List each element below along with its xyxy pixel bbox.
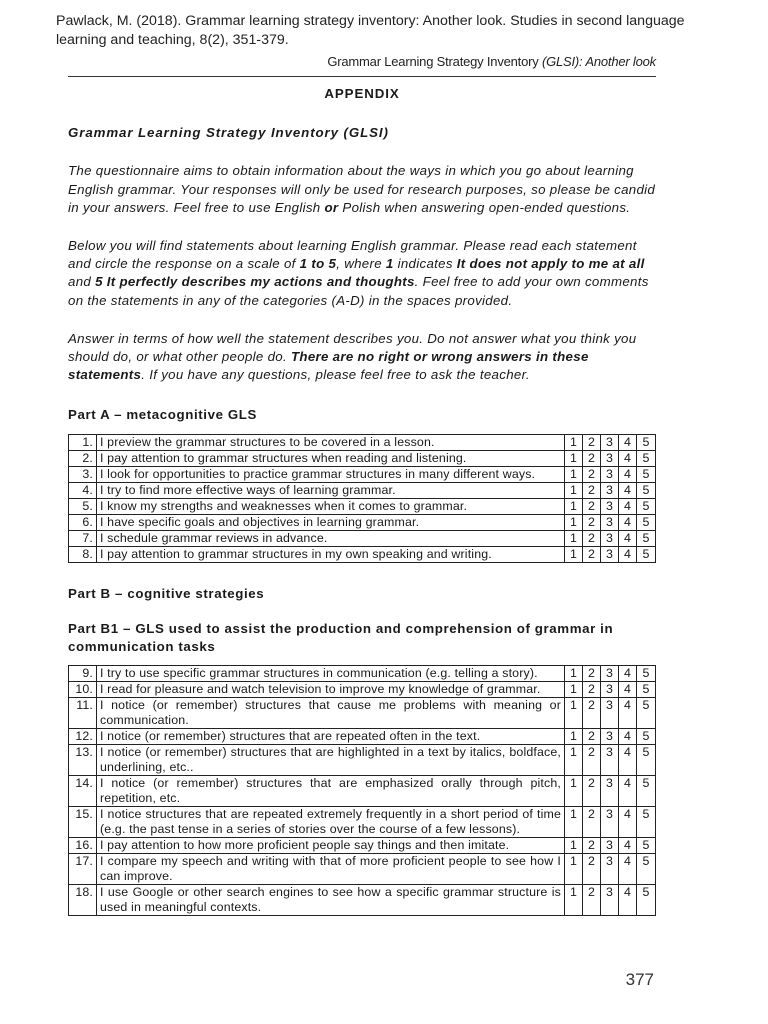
table-row: [69, 698, 656, 729]
scale-option-2[interactable]: 2: [583, 482, 601, 498]
scale-option-4[interactable]: 4: [619, 434, 637, 450]
item-number: 1.: [69, 434, 97, 450]
scale-option-1[interactable]: 1: [565, 682, 583, 698]
item-statement: I compare my speech and writing with that of more proficient people to see how I can improve.: [97, 854, 565, 885]
running-head-italic: (GLSI): Another look: [541, 54, 656, 69]
item-number: 7.: [69, 530, 97, 546]
item-number: 4.: [69, 482, 97, 498]
scale-option-4[interactable]: 4: [619, 450, 637, 466]
table-row: [69, 498, 656, 514]
table-row: [69, 482, 656, 498]
scale-option-3[interactable]: 3: [601, 514, 619, 530]
item-number: 5.: [69, 498, 97, 514]
page-number: 377: [625, 970, 654, 989]
scale-option-5[interactable]: 5: [637, 530, 656, 546]
table-row: [69, 729, 656, 745]
scale-option-5[interactable]: 5: [637, 434, 656, 450]
scale-option-3[interactable]: 3: [601, 854, 619, 885]
instr-text-i: . Feel free to add your own comments on the statements in any of the categories (A-D) in the spaces provided.: [68, 274, 649, 308]
scale-option-2[interactable]: 2: [583, 450, 601, 466]
scale-option-5[interactable]: 5: [637, 666, 656, 682]
part-b-heading: Part B – cognitive strategies: [68, 585, 265, 601]
item-statement: I notice (or remember) structures that are highlighted in a text by italics, boldface, underlining, etc..: [97, 745, 565, 776]
item-number: 3.: [69, 466, 97, 482]
scale-option-4[interactable]: 4: [619, 838, 637, 854]
item-number: 2.: [69, 450, 97, 466]
scale-option-1[interactable]: 1: [565, 666, 583, 682]
scale-option-2[interactable]: 2: [583, 745, 601, 776]
table-row: [69, 450, 656, 466]
scale-option-5[interactable]: 5: [637, 698, 656, 729]
part-a-heading: Part A – metacognitive GLS: [68, 407, 257, 423]
instr-text-d: 1: [385, 256, 394, 272]
instr-text-h: 5 It perfectly describes my actions and thoughts: [95, 274, 415, 290]
scale-option-1[interactable]: 1: [565, 450, 583, 466]
table-row: [69, 466, 656, 482]
page-content: [68, 84, 656, 916]
scale-option-4[interactable]: 4: [619, 514, 637, 530]
item-statement: I have specific goals and objectives in learning grammar.: [97, 514, 565, 530]
intro-paragraph: [68, 162, 656, 217]
intro-text-a: The questionnaire aims to obtain information about the ways in which you go about learning English grammar. Your responses will only be used for research purposes, so please be candid in your answers. Feel free to use English: [68, 163, 656, 215]
item-statement: I notice (or remember) structures that cause me problems with meaning or communication.: [97, 698, 565, 729]
scale-option-2[interactable]: 2: [583, 546, 601, 562]
item-statement: I know my strengths and weaknesses when it comes to grammar.: [97, 498, 565, 514]
scale-option-1[interactable]: 1: [565, 698, 583, 729]
scale-option-4[interactable]: 4: [619, 698, 637, 729]
item-statement: I notice (or remember) structures that are emphasized orally through pitch, repetition, etc.: [97, 776, 565, 807]
item-number: 9.: [69, 666, 97, 682]
scale-option-4[interactable]: 4: [619, 682, 637, 698]
part-b1-table: [68, 665, 656, 916]
scale-option-3[interactable]: 3: [601, 546, 619, 562]
scale-option-3[interactable]: 3: [601, 482, 619, 498]
appendix-title: APPENDIX: [324, 86, 400, 101]
scale-option-1[interactable]: 1: [565, 729, 583, 745]
running-head-prefix: Grammar Learning Strategy Inventory: [327, 54, 542, 69]
item-number: 12.: [69, 729, 97, 745]
scale-option-3[interactable]: 3: [601, 776, 619, 807]
scale-option-2[interactable]: 2: [583, 530, 601, 546]
instr-text-f: It does not apply to me at all: [456, 256, 645, 272]
scale-option-3[interactable]: 3: [601, 450, 619, 466]
scale-option-4[interactable]: 4: [619, 498, 637, 514]
item-statement: I notice structures that are repeated extremely frequently in a short period of time (e.g. the past tense in a series of stories over the course of a few lessons).: [97, 807, 565, 838]
scale-option-2[interactable]: 2: [583, 698, 601, 729]
answer-text-c: . If you have any questions, please feel free to ask the teacher.: [141, 367, 530, 383]
table-row: [69, 682, 656, 698]
table-row: [69, 885, 656, 916]
scale-option-2[interactable]: 2: [583, 514, 601, 530]
item-statement: I preview the grammar structures to be covered in a lesson.: [97, 434, 565, 450]
instr-text-a: Below you will find statements about learning English grammar. Please read each statement and circle the response on a scale of: [68, 238, 637, 272]
scale-option-3[interactable]: 3: [601, 838, 619, 854]
scale-option-4[interactable]: 4: [619, 546, 637, 562]
scale-option-1[interactable]: 1: [565, 854, 583, 885]
scale-option-2[interactable]: 2: [583, 666, 601, 682]
scale-option-1[interactable]: 1: [565, 466, 583, 482]
scale-option-1[interactable]: 1: [565, 498, 583, 514]
header-rule: [68, 76, 656, 77]
scale-option-4[interactable]: 4: [619, 666, 637, 682]
table-row: [69, 434, 656, 450]
item-number: 10.: [69, 682, 97, 698]
scale-option-3[interactable]: 3: [601, 466, 619, 482]
item-number: 11.: [69, 698, 97, 729]
scale-option-2[interactable]: 2: [583, 885, 601, 916]
scale-option-4[interactable]: 4: [619, 776, 637, 807]
table-row: [69, 530, 656, 546]
scale-option-2[interactable]: 2: [583, 838, 601, 854]
item-number: 17.: [69, 854, 97, 885]
scale-option-5[interactable]: 5: [637, 854, 656, 885]
instructions-paragraph: [68, 237, 656, 310]
scale-option-5[interactable]: 5: [637, 745, 656, 776]
table-row: [69, 776, 656, 807]
scale-option-1[interactable]: 1: [565, 745, 583, 776]
scale-option-3[interactable]: 3: [601, 666, 619, 682]
scale-option-5[interactable]: 5: [637, 776, 656, 807]
scale-option-3[interactable]: 3: [601, 698, 619, 729]
item-number: 16.: [69, 838, 97, 854]
scale-option-5[interactable]: 5: [637, 450, 656, 466]
item-number: 13.: [69, 745, 97, 776]
scale-option-1[interactable]: 1: [565, 885, 583, 916]
scale-option-2[interactable]: 2: [583, 466, 601, 482]
instr-text-g: and: [68, 274, 96, 290]
scale-option-4[interactable]: 4: [619, 745, 637, 776]
scale-option-3[interactable]: 3: [601, 434, 619, 450]
part-a-table: [68, 434, 656, 563]
scale-option-5[interactable]: 5: [637, 729, 656, 745]
table-row: [69, 514, 656, 530]
item-number: 15.: [69, 807, 97, 838]
intro-text-bold: or: [324, 199, 339, 215]
scale-option-3[interactable]: 3: [601, 885, 619, 916]
table-row: [69, 546, 656, 562]
scale-option-3[interactable]: 3: [601, 729, 619, 745]
scale-option-2[interactable]: 2: [583, 729, 601, 745]
scale-option-2[interactable]: 2: [583, 854, 601, 885]
scale-option-5[interactable]: 5: [637, 546, 656, 562]
item-statement: I try to find more effective ways of learning grammar.: [97, 482, 565, 498]
instr-text-c: , where: [336, 256, 386, 272]
table-row: [69, 838, 656, 854]
scale-option-3[interactable]: 3: [601, 498, 619, 514]
scale-option-5[interactable]: 5: [637, 807, 656, 838]
scale-option-5[interactable]: 5: [637, 482, 656, 498]
answer-text-a: Answer in terms of how well the statement describes you. Do not answer what you think you should do, or what other people do.: [68, 330, 637, 365]
item-statement: I pay attention to how more proficient people say things and then imitate.: [97, 838, 565, 854]
item-number: 14.: [69, 776, 97, 807]
scale-option-5[interactable]: 5: [637, 498, 656, 514]
table-row: [69, 807, 656, 838]
table-row: [69, 854, 656, 885]
answer-paragraph: [68, 330, 656, 385]
item-statement: I read for pleasure and watch television to improve my knowledge of grammar.: [97, 682, 565, 698]
table-row: [69, 745, 656, 776]
scale-option-1[interactable]: 1: [565, 530, 583, 546]
inventory-title: Grammar Learning Strategy Inventory (GLSI): [68, 125, 389, 141]
table-row: [69, 666, 656, 682]
scale-option-2[interactable]: 2: [583, 682, 601, 698]
scale-option-4[interactable]: 4: [619, 482, 637, 498]
scale-option-5[interactable]: 5: [637, 682, 656, 698]
running-head: [327, 54, 656, 69]
intro-text-c: Polish when answering open-ended questions.: [338, 199, 631, 215]
scale-option-1[interactable]: 1: [565, 807, 583, 838]
scale-option-2[interactable]: 2: [583, 498, 601, 514]
item-statement: I use Google or other search engines to see how a specific grammar structure is used in meaningful contexts.: [97, 885, 565, 916]
scale-option-4[interactable]: 4: [619, 466, 637, 482]
item-statement: I notice (or remember) structures that are repeated often in the text.: [97, 729, 565, 745]
scale-option-1[interactable]: 1: [565, 482, 583, 498]
scale-option-4[interactable]: 4: [619, 530, 637, 546]
instr-text-b: 1 to 5: [299, 256, 337, 272]
part-b1-heading: Part B1 – GLS used to assist the production and comprehension of grammar in communication tasks: [68, 620, 614, 655]
scale-option-1[interactable]: 1: [565, 514, 583, 530]
scale-option-5[interactable]: 5: [637, 514, 656, 530]
instr-text-e: indicates: [393, 256, 457, 272]
scale-option-3[interactable]: 3: [601, 682, 619, 698]
scale-option-1[interactable]: 1: [565, 546, 583, 562]
scale-option-4[interactable]: 4: [619, 885, 637, 916]
scale-option-1[interactable]: 1: [565, 776, 583, 807]
scale-option-3[interactable]: 3: [601, 745, 619, 776]
answer-text-bold: There are no right or wrong answers in these statements: [68, 349, 589, 383]
citation: Pawlack, M. (2018). Grammar learning strategy inventory: Another look. Studies in second language learning and teaching, 8(2), 351-379.: [56, 13, 685, 48]
item-statement: I pay attention to grammar structures when reading and listening.: [97, 450, 565, 466]
scale-option-5[interactable]: 5: [637, 838, 656, 854]
scale-option-4[interactable]: 4: [619, 729, 637, 745]
scale-option-4[interactable]: 4: [619, 807, 637, 838]
scale-option-3[interactable]: 3: [601, 530, 619, 546]
scale-option-1[interactable]: 1: [565, 434, 583, 450]
item-statement: I look for opportunities to practice grammar structures in many different ways.: [97, 466, 565, 482]
item-number: 6.: [69, 514, 97, 530]
scale-option-5[interactable]: 5: [637, 466, 656, 482]
item-statement: I pay attention to grammar structures in my own speaking and writing.: [97, 546, 565, 562]
scale-option-2[interactable]: 2: [583, 776, 601, 807]
scale-option-1[interactable]: 1: [565, 838, 583, 854]
scale-option-4[interactable]: 4: [619, 854, 637, 885]
scale-option-2[interactable]: 2: [583, 807, 601, 838]
item-statement: I try to use specific grammar structures in communication (e.g. telling a story).: [97, 666, 565, 682]
item-number: 8.: [69, 546, 97, 562]
scale-option-3[interactable]: 3: [601, 807, 619, 838]
scale-option-2[interactable]: 2: [583, 434, 601, 450]
scale-option-5[interactable]: 5: [637, 885, 656, 916]
item-number: 18.: [69, 885, 97, 916]
item-statement: I schedule grammar reviews in advance.: [97, 530, 565, 546]
